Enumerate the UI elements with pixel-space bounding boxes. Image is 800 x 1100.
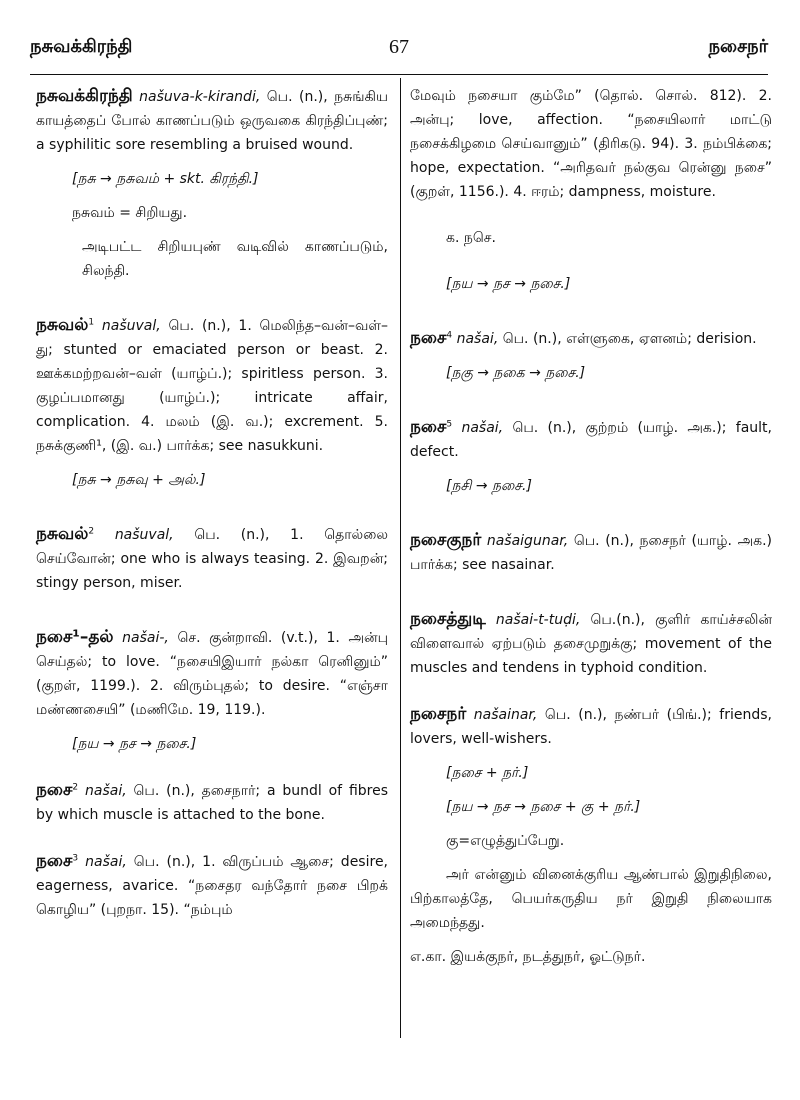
transliteration: našai, <box>461 420 504 436</box>
etymology-note: நசுவம் = சிறியது. <box>72 205 188 221</box>
homonym-number: 3 <box>72 853 79 864</box>
transliteration: našaigunar, <box>486 533 569 549</box>
transliteration: našai-t-tuḍi, <box>495 612 581 628</box>
transliteration: našuval, <box>114 527 174 543</box>
headword: நசைத்துடி <box>410 609 486 629</box>
transliteration: našai-, <box>122 630 169 646</box>
definition: எள்ளுகை, ஏளனம்; derision. <box>566 331 757 347</box>
column-divider <box>400 78 401 1038</box>
usage-example: எ.கா. இயக்குநர், நடத்துநர், ஓட்டுநர். <box>410 949 646 965</box>
part-of-speech: பெ. (n.), <box>133 854 196 870</box>
dictionary-entry <box>410 415 772 464</box>
page-header <box>30 36 768 66</box>
page-number: 67 <box>389 36 409 58</box>
definition: 1. விருப்பம் ஆசை; desire, eagerness, avarice. “நசைதர வந்தோர் நசை பிறக் கொழிய” (புறநா. 15). “நம்பும் <box>36 854 389 918</box>
header-rule <box>30 74 768 75</box>
homonym-number: 1 <box>88 317 95 328</box>
part-of-speech: பெ. (n.), <box>266 89 328 105</box>
part-of-speech: பெ. (n.), <box>168 318 231 334</box>
dictionary-entry <box>36 313 388 458</box>
etymology: [நய → நச → நசை.] <box>72 736 197 752</box>
definition: குற்றம் (யாழ். அக.); fault, defect. <box>410 420 773 460</box>
part-of-speech: பெ. (n.), <box>194 527 270 543</box>
definition: குளிர் காய்ச்சலின் விளைவால் ஏற்படும் தசைமுறுக்கு; movement of the muscles and tendens in typhoid condition. <box>410 612 773 676</box>
headword: நசுவல் <box>36 524 89 544</box>
dictionary-entry <box>36 84 388 157</box>
headword: நசுவக்கிரந்தி <box>36 86 133 106</box>
headword: நசைநர் <box>410 704 467 724</box>
entry-continuation: மேவும் நசையா கும்மே” (தொல். சொல். 812). 2. அன்பு; love, affection. “நசையிலார் மாட்டு நசைக்கிழமை செய்வானும்” (திரிகடு. 94). 3. நம்பிக்கை; hope, expectation. “அரிதவர் நல்குவ ரென்னு நசை” (குறள், 1156.). 4. ஈரம்; dampness, moisture. <box>410 88 772 200</box>
right-guide-word: நசைநர் <box>708 36 768 57</box>
homonym-number: 4 <box>446 330 453 341</box>
etymology: [நய → நச → நசை.] <box>446 276 571 292</box>
transliteration: našai, <box>85 783 127 799</box>
dictionary-entry <box>36 522 388 595</box>
left-guide-word: நசுவக்கிரந்தி <box>30 36 133 57</box>
headword: நசை <box>410 417 447 437</box>
transliteration: našuva-k-kirandi, <box>139 89 261 105</box>
definition: நசைநர் (யாழ். அக.) பார்க்க; see nasainar. <box>410 533 772 573</box>
definition: நசுங்கிய காயத்தைப் போல் காணப்படும் ஒருவகை கிரந்திப்புண்; a syphilitic sore resembling a bruised wound. <box>36 89 389 153</box>
homonym-number: 5 <box>446 419 453 430</box>
part-of-speech: பெ. (n.), <box>502 331 562 347</box>
headword: நசுவல் <box>36 315 89 335</box>
etymology: [நகு → நகை → நசை.] <box>446 365 586 381</box>
part-of-speech: பெ. (n.), <box>544 707 607 723</box>
etymology: [நசி → நசை.] <box>446 478 532 494</box>
etymology: [நசு → நசுவம் + skt. கிரந்தி.] <box>72 171 259 187</box>
transliteration: našuval, <box>101 318 161 334</box>
dictionary-entry <box>410 528 772 577</box>
definition: 1. அன்பு செய்தல்; to love. “நசையிஇயார் நல்கா ரெனினும்” (குறள், 1199.). 2. விரும்புதல்; to desire. “எஞ்சா மண்ணசையி” (மணிமே. 19, 119.). <box>36 630 389 718</box>
dictionary-entry <box>410 326 772 351</box>
transliteration: našai, <box>85 854 127 870</box>
definition: 1. தொல்லை செய்வோன்; one who is always teasing. 2. இவறன்; stingy person, miser. <box>36 527 389 591</box>
definition: 1. மெலிந்த–வன்–வள்–து; stunted or emaciated person or beast. 2. ஊக்கமற்றவன்–வள் (யாழ்ப்.); spiritless person. 3. குழப்பமானது (யாழ்ப்.); intricate affair, complication. 4. மலம் (இ. வ.); excrement. 5. நசுக்குணி¹, (இ. வ.) பார்க்க; see nasukkuni. <box>36 318 389 454</box>
cognate: க. நசெ. <box>446 230 496 246</box>
left-column <box>36 84 388 922</box>
etymology-note: அடிபட்ட சிறியபுண் வடிவில் காணப்படும், சிலந்தி. <box>82 239 388 279</box>
etymology-note: அர் என்னும் வினைக்குரிய ஆண்பால் இறுதிநிலை, பிற்காலத்தே, பெயர்கருதிய நர் இறுதி நிலையாக அமைந்தது. <box>410 867 772 931</box>
transliteration: našai, <box>456 331 499 347</box>
part-of-speech: பெ.(n.), <box>590 612 645 628</box>
headword: நசை <box>410 328 447 348</box>
part-of-speech: பெ. (n.), <box>133 783 195 799</box>
transliteration: našainar, <box>473 707 538 723</box>
definition: தசைநார்; a bundl of fibres by which muscle is attached to the bone. <box>36 783 389 823</box>
definition: நண்பர் (பிங்.); friends, lovers, well-wishers. <box>410 707 772 747</box>
etymology: [நசை + நர்.] <box>446 765 529 781</box>
homonym-number: 2 <box>72 782 79 793</box>
etymology: [நய → நச → நசை + கு + நர்.] <box>446 799 641 815</box>
dictionary-entry <box>36 625 388 722</box>
right-column <box>410 84 772 969</box>
part-of-speech: பெ. (n.), <box>573 533 634 549</box>
part-of-speech: செ. குன்றாவி. (v.t.), <box>177 630 318 646</box>
headword: நசைகுநர் <box>410 530 482 550</box>
dictionary-entry <box>36 778 388 827</box>
dictionary-entry <box>36 849 388 922</box>
etymology: [நசு → நசுவு + அல்.] <box>72 472 206 488</box>
dictionary-entry <box>410 607 772 680</box>
dictionary-entry <box>410 702 772 751</box>
headword: நசை¹–தல் <box>36 627 114 647</box>
homonym-number: 2 <box>88 526 95 537</box>
headword: நசை <box>36 851 73 871</box>
part-of-speech: பெ. (n.), <box>512 420 577 436</box>
etymology-note: கு=எழுத்துப்பேறு. <box>446 833 565 849</box>
headword: நசை <box>36 780 73 800</box>
